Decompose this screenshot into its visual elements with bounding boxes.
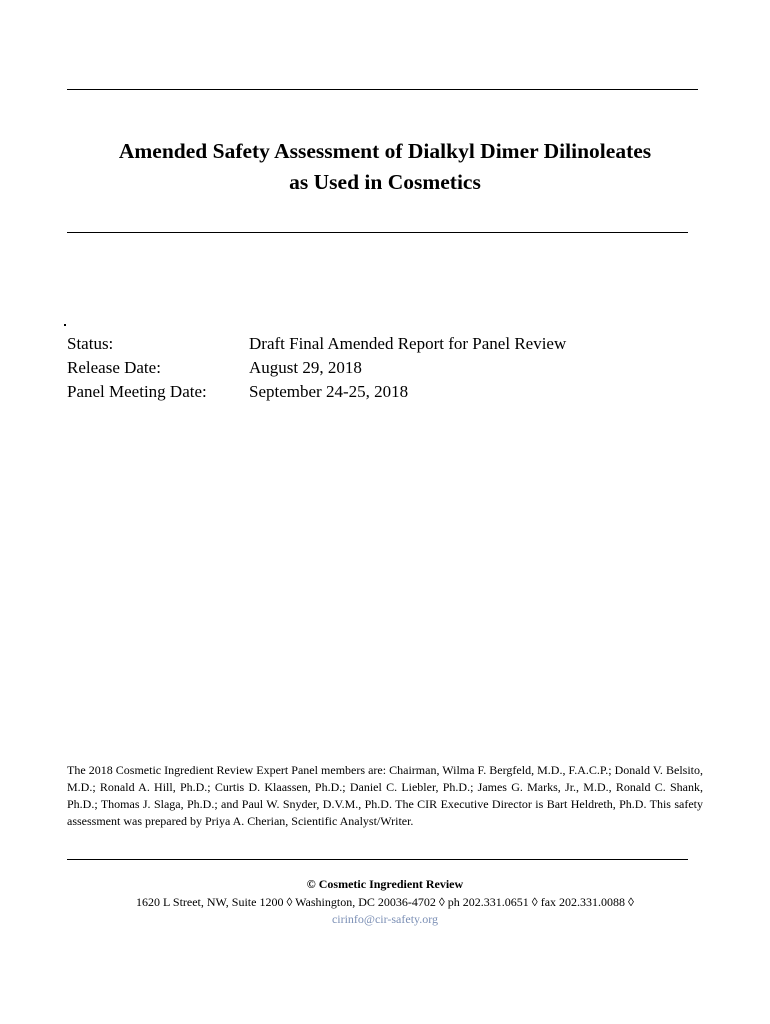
panel-meeting-date-label: Panel Meeting Date: <box>67 382 207 401</box>
document-title-line-1: Amended Safety Assessment of Dialkyl Dimer Dilinoleates <box>118 139 652 163</box>
panel-meeting-date-row <box>67 382 408 402</box>
status-value: Draft Final Amended Report for Panel Review <box>249 334 567 353</box>
top-rule <box>67 89 698 90</box>
panel-meeting-date-value: September 24-25, 2018 <box>249 382 409 401</box>
footer-email-link[interactable]: cirinfo@cir-safety.org <box>331 912 439 926</box>
document-title-line-2: as Used in Cosmetics <box>289 170 481 194</box>
footer-email-line <box>0 911 770 928</box>
footer-address: 1620 L Street, NW, Suite 1200 ◊ Washington, DC 20036-4702 ◊ ph 202.331.0651 ◊ fax 202.331.0088 ◊ <box>136 895 634 909</box>
title-bottom-rule <box>67 232 688 233</box>
release-date-label: Release Date: <box>67 358 161 377</box>
status-row <box>67 334 566 354</box>
footer-organization: © Cosmetic Ingredient Review <box>306 877 464 891</box>
release-date-value: August 29, 2018 <box>249 358 362 377</box>
release-date-row <box>67 358 362 378</box>
footer-rule <box>67 859 688 860</box>
expert-panel-note: The 2018 Cosmetic Ingredient Review Expert Panel members are: Chairman, Wilma F. Bergfeld, M.D., F.A.C.P.; Donald V. Belsito, M.D.; Ronald A. Hill, Ph.D.; Curtis D. Klaassen, Ph.D.; Daniel C. Liebler, Ph.D.; James G. Marks, Jr., M.D., Ronald C. Shank, Ph.D.; Thomas J. Slaga, Ph.D.; and Paul W. Snyder, D.V.M., Ph.D. The CIR Executive Director is Bart Heldreth, Ph.D. This safety assessment was prepared by Priya A. Cherian, Scientific Analyst/Writer. <box>67 763 703 828</box>
stray-mark <box>64 324 66 326</box>
status-label: Status: <box>67 334 114 353</box>
